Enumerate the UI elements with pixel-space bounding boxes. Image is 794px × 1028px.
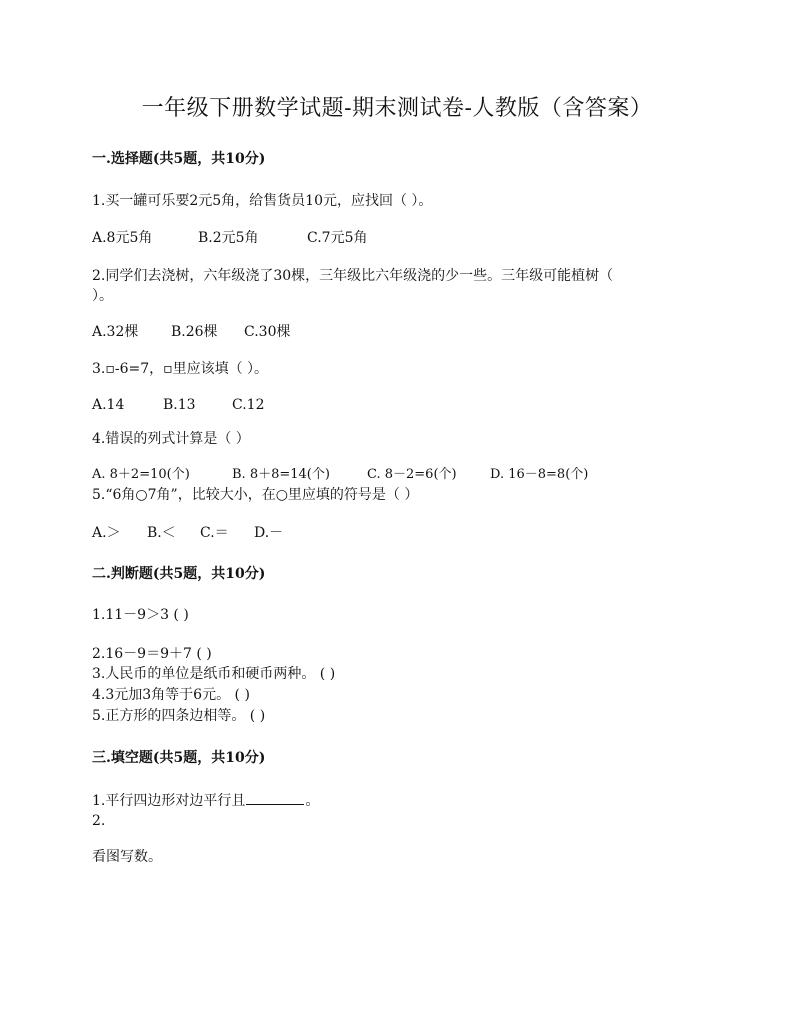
q5-option-d: D.－ [254, 525, 284, 541]
q4-option-d: D. 16－8=8(个) [490, 467, 589, 482]
fill-blank-q1-prefix: 1.平行四边形对边平行且 [92, 793, 246, 809]
q1-option-a: A.8元5角 [92, 230, 153, 246]
judgment-item-4: 4.3元加3角等于6元。 ( ) [92, 687, 250, 703]
fill-blank-question-1 [92, 792, 319, 810]
judgment-item-3: 3.人民币的单位是纸币和硬币两种。 ( ) [92, 666, 336, 682]
question-2-text-line1: 2.同学们去浇树，六年级浇了30棵，三年级比六年级浇的少一些。三年级可能植树（ [92, 268, 614, 284]
q2-option-a: A.32棵 [92, 324, 139, 340]
q4-option-c: C. 8－2=6(个) [367, 467, 457, 482]
q4-option-b: B. 8＋8=14(个) [232, 467, 330, 482]
page-title: 一年级下册数学试题-期末测试卷-人教版（含答案） [141, 96, 653, 121]
section-heading-choice: 一.选择题(共5题，共10分) [92, 151, 266, 167]
fill-blank-q1-suffix: 。 [305, 793, 320, 809]
judgment-item-5: 5.正方形的四条边相等。 ( ) [92, 708, 266, 724]
q2-option-c: C.30棵 [244, 324, 291, 340]
q5-option-a: A.＞ [92, 525, 121, 541]
q4-option-a: A. 8＋2=10(个) [92, 467, 190, 482]
question-1-text: 1.买一罐可乐要2元5角，给售货员10元，应找回（ ）。 [92, 193, 433, 209]
q5-option-c: C.＝ [200, 525, 229, 541]
judgment-item-2: 2.16－9＝9＋7 ( ) [92, 646, 212, 662]
question-3-text: 3.▫-6=7，▫里应该填（ ）。 [92, 361, 269, 377]
q2-option-b: B.26棵 [171, 324, 218, 340]
question-4-text: 4.错误的列式计算是（ ） [92, 431, 250, 447]
q3-option-b: B.13 [163, 397, 196, 413]
judgment-item-1: 1.11－9＞3 ( ) [92, 607, 189, 623]
q5-option-b: B.＜ [147, 525, 176, 541]
answer-blank[interactable] [246, 792, 304, 805]
q3-option-c: C.12 [232, 397, 265, 413]
q1-option-b: B.2元5角 [198, 230, 259, 246]
section-heading-fill-blank: 三.填空题(共5题，共10分) [92, 750, 266, 766]
fill-blank-question-2: 2. [92, 813, 106, 829]
q1-option-c: C.7元5角 [307, 230, 368, 246]
question-5-text: 5.“6角○7角”，比较大小，在○里应填的符号是（ ） [92, 487, 419, 503]
q3-option-a: A.14 [92, 397, 125, 413]
fill-blank-q2-caption: 看图写数。 [92, 849, 162, 865]
section-heading-judgment: 二.判断题(共5题，共10分) [92, 566, 266, 582]
question-2-text-line2: ）。 [92, 288, 113, 304]
